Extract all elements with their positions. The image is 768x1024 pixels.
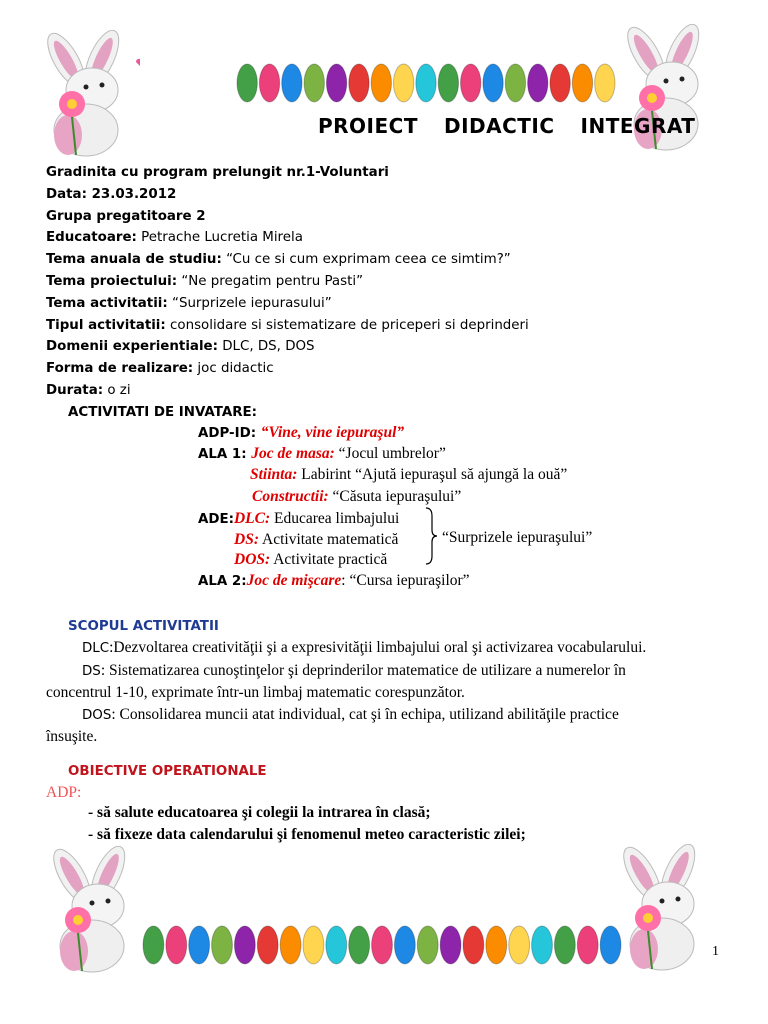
egg-border-icon: [142, 922, 622, 968]
egg-border-bottom: [142, 922, 622, 972]
egg-icon: [394, 926, 415, 964]
egg-icon: [212, 926, 233, 964]
egg-icon: [372, 926, 393, 964]
egg-icon: [393, 64, 413, 102]
constructii-line: [252, 485, 461, 508]
info-value: 23.03.2012: [86, 186, 177, 202]
page-title: [318, 114, 695, 138]
stiinta-value: Labirint “Ajută iepuraşul să ajungă la ouă”: [297, 466, 568, 483]
info-value: “Cu ce si cum exprimam ceea ce simtim?”: [221, 252, 511, 268]
egg-icon: [595, 64, 615, 102]
info-row: [46, 184, 529, 206]
info-value: “Ne pregatim pentru Pasti”: [177, 273, 364, 289]
egg-icon: [303, 926, 324, 964]
scope-ds-label: DS: [82, 663, 101, 679]
egg-icon: [577, 926, 598, 964]
info-label: Domenii experientiale:: [46, 339, 218, 355]
info-label: Data:: [46, 186, 87, 202]
scope-ds-text: : Sistematizarea cunoştinţelor şi deprinderilor matematice de utilizare a numerelor în: [100, 661, 626, 679]
egg-border-top: [236, 60, 616, 110]
constructii-label: Constructii:: [252, 488, 329, 505]
egg-icon: [463, 926, 484, 964]
ala1-value: “Jocul umbrelor”: [334, 445, 446, 462]
egg-icon: [528, 64, 548, 102]
curly-brace-icon: [424, 506, 438, 566]
scope-dos-text: : Consolidarea muncii atat individual, cat şi în echipa, utilizand abilităţile practice: [111, 705, 619, 723]
stiinta-label: Stiinta:: [250, 466, 298, 483]
ala1-red: Joc de masa:: [251, 445, 335, 462]
info-label: Tema anuala de studiu:: [46, 252, 222, 268]
info-label: Tema activitatii:: [46, 295, 168, 311]
scope-section: [46, 637, 736, 748]
egg-icon: [259, 64, 279, 102]
info-value: joc didactic: [193, 361, 274, 377]
scope-dlc-text: :Dezvoltarea creativităţii şi a expresivităţii limbajului oral şi activizarea vocabularului.: [109, 639, 647, 656]
info-label: Tipul activitatii:: [46, 317, 166, 333]
dos-line: [234, 548, 387, 571]
objective-item: - să fixeze data calendarului şi fenomenul meteo caracteristic zilei;: [88, 825, 526, 843]
ala2-value: : “Cursa iepuraşilor”: [341, 572, 470, 589]
scope-ds: [46, 660, 736, 683]
egg-icon: [554, 926, 575, 964]
info-value: o zi: [103, 382, 131, 398]
dlc-label: DLC:: [233, 510, 271, 527]
constructii-value: “Căsuta iepuraşului”: [328, 488, 462, 505]
info-row: [46, 336, 529, 358]
info-row: [46, 315, 529, 337]
info-value: “Surprizele iepurasului”: [167, 295, 332, 311]
scope-dos-cont: însuşite.: [46, 728, 98, 745]
egg-border-icon: [236, 60, 616, 106]
adp-value: “Vine, vine iepuraşul”: [260, 424, 405, 441]
page-number: 1: [712, 944, 719, 959]
egg-icon: [237, 64, 257, 102]
ala2-label: ALA 2:: [198, 574, 247, 589]
scope-dos: [46, 704, 736, 727]
info-value: Petrache Lucretia Mirela: [136, 230, 303, 246]
adp-label: ADP-ID:: [198, 426, 261, 441]
scope-dos-label: DOS: [82, 707, 112, 723]
ala2-red: Joc de mişcare: [246, 572, 342, 589]
egg-icon: [349, 64, 369, 102]
egg-icon: [166, 926, 187, 964]
egg-icon: [234, 926, 255, 964]
scope-ds-cont: concentrul 1-10, exprimate într-un limbaj matematic corespunzător.: [46, 684, 465, 701]
activities-heading: ACTIVITATI DE INVATARE:: [68, 405, 258, 420]
egg-icon: [483, 64, 503, 102]
egg-icon: [143, 926, 164, 964]
egg-icon: [416, 64, 436, 102]
dos-value: Activitate practică: [270, 551, 388, 568]
egg-icon: [349, 926, 370, 964]
egg-icon: [505, 64, 525, 102]
objectives-heading: OBIECTIVE OPERATIONALE: [68, 764, 267, 779]
ala2-line: [198, 569, 470, 593]
egg-icon: [280, 926, 301, 964]
info-row: [46, 358, 529, 380]
info-value: DLC, DS, DOS: [217, 339, 315, 355]
scope-heading: SCOPUL ACTIVITATII: [68, 619, 219, 634]
info-row: [46, 249, 529, 271]
egg-icon: [257, 926, 278, 964]
bunny-bottom-left: [34, 846, 146, 980]
scope-dlc: [46, 637, 736, 660]
ade-theme: “Surprizele iepuraşului”: [442, 529, 593, 546]
dos-label: DOS:: [234, 551, 271, 568]
egg-icon: [572, 64, 592, 102]
egg-icon: [371, 64, 391, 102]
egg-icon: [532, 926, 553, 964]
info-label: Tema proiectului:: [46, 273, 178, 289]
stiinta-line: [250, 463, 567, 486]
info-row: [46, 271, 529, 293]
dlc-value: Educarea limbajului: [270, 510, 400, 527]
info-label: Gradinita cu program prelungit nr.1-Voluntari: [46, 165, 389, 180]
title-word: INTEGRAT: [580, 114, 696, 138]
bunny-icon: [28, 30, 140, 160]
ds-label: DS:: [234, 531, 259, 548]
egg-icon: [326, 64, 346, 102]
egg-icon: [440, 926, 461, 964]
egg-icon: [417, 926, 438, 964]
egg-icon: [486, 926, 507, 964]
egg-icon: [282, 64, 302, 102]
egg-icon: [326, 926, 347, 964]
egg-icon: [189, 926, 210, 964]
egg-icon: [600, 926, 621, 964]
ds-value: Activitate matematică: [258, 531, 399, 548]
egg-icon: [509, 926, 530, 964]
info-label: Educatoare:: [46, 230, 137, 246]
info-row: [46, 293, 529, 315]
ala1-label: ALA 1:: [198, 447, 252, 462]
egg-icon: [304, 64, 324, 102]
info-row: [46, 162, 529, 184]
objectives-adp: ADP:: [46, 784, 82, 801]
bunny-top-left: [28, 30, 140, 164]
project-info: [46, 162, 529, 402]
info-row: [46, 227, 529, 249]
egg-icon: [461, 64, 481, 102]
info-row: [46, 206, 529, 228]
title-word: PROIECT: [318, 114, 418, 138]
ade-label: ADE:: [198, 512, 234, 527]
bunny-icon: [34, 846, 146, 976]
scope-dlc-label: DLC: [82, 641, 110, 656]
info-value: consolidare si sistematizare de priceperi si deprinderi: [165, 317, 529, 333]
info-label: Durata:: [46, 382, 104, 398]
info-label: Grupa pregatitoare 2: [46, 208, 206, 224]
title-word: DIDACTIC: [443, 114, 555, 138]
objectives-list: [88, 802, 526, 845]
egg-icon: [438, 64, 458, 102]
objective-item: - să salute educatoarea şi colegii la intrarea în clasă;: [88, 804, 431, 821]
info-row: [46, 380, 529, 402]
egg-icon: [550, 64, 570, 102]
info-label: Forma de realizare:: [46, 361, 194, 377]
